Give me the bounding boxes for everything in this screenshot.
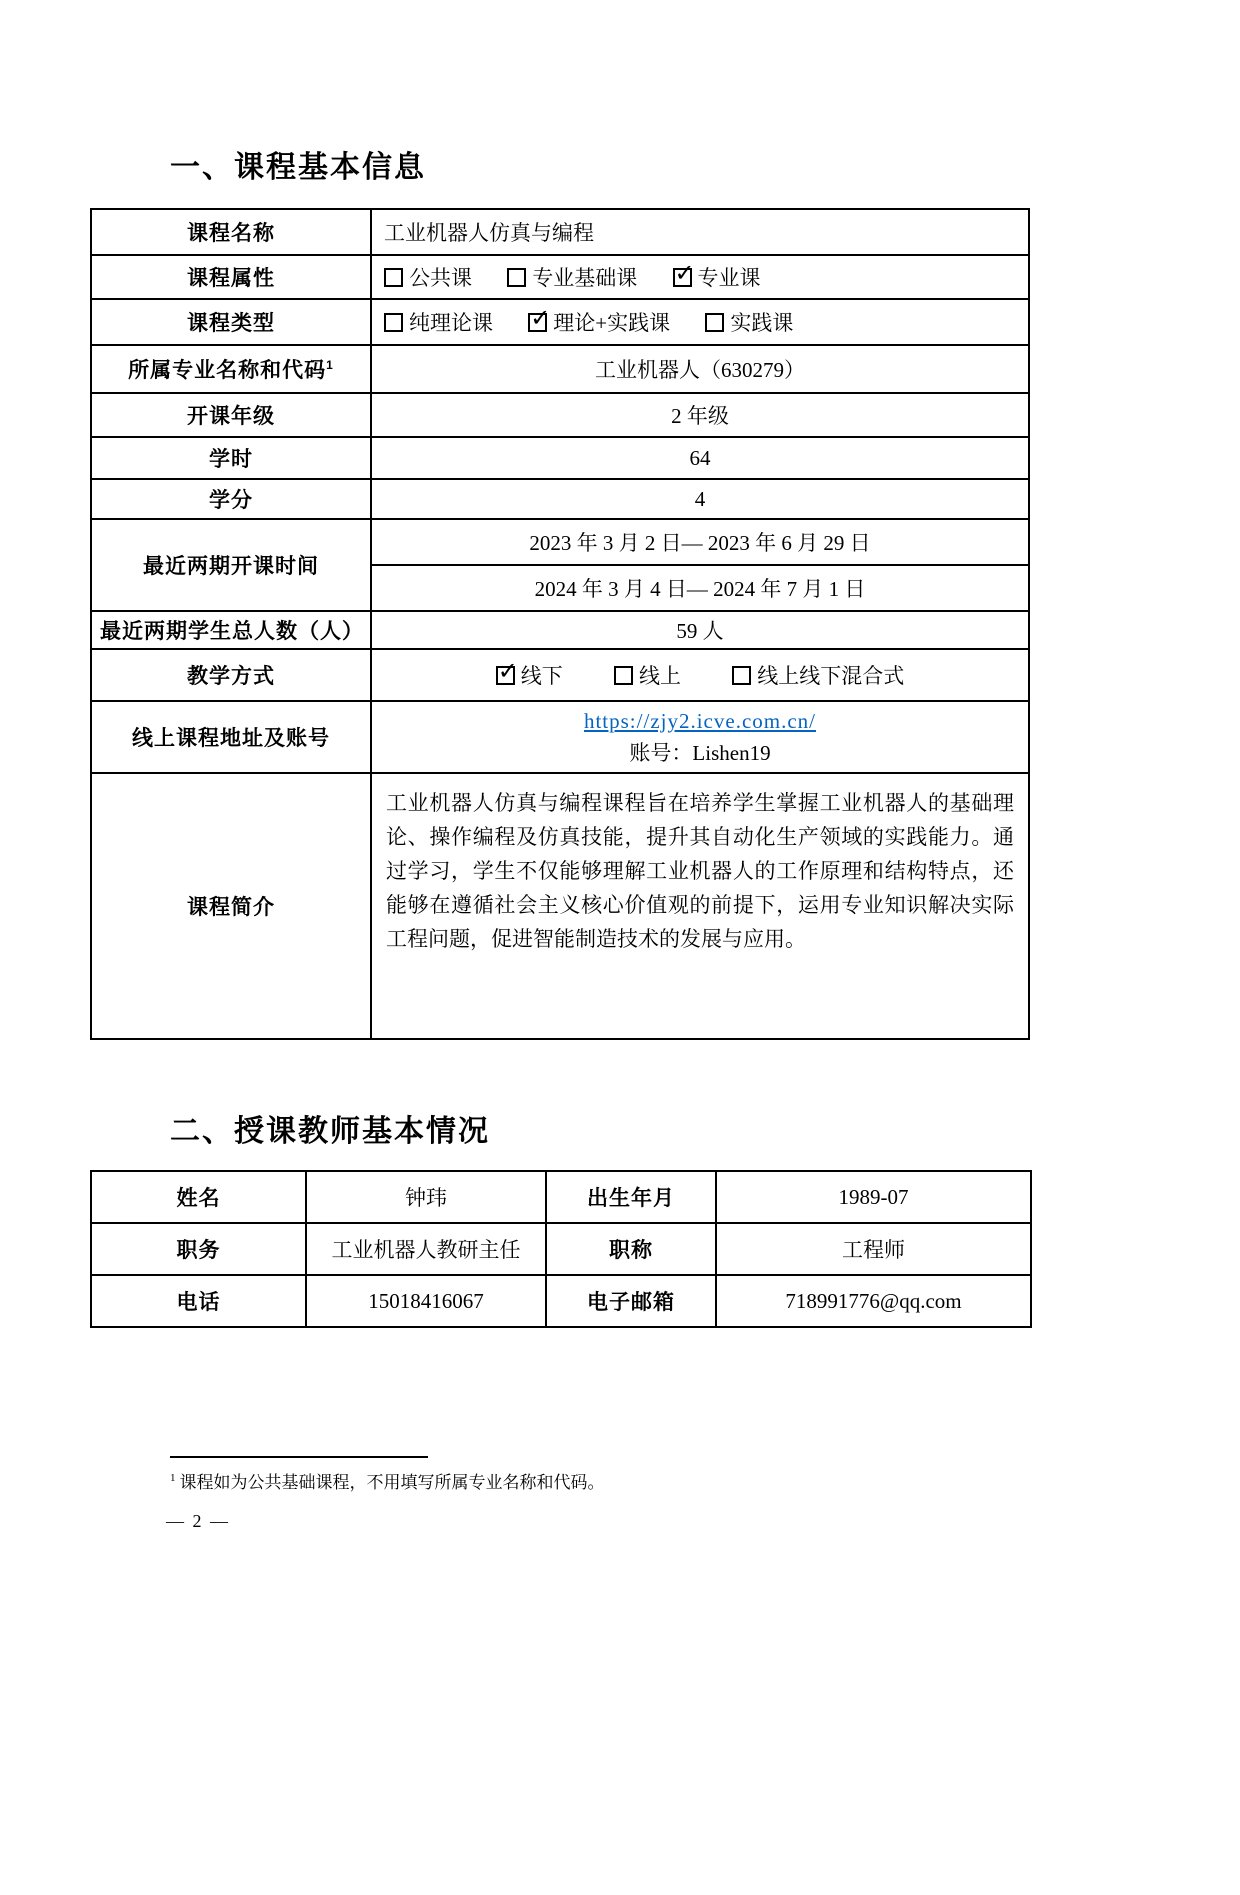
recent-term-2: 2024 年 3 月 4 日— 2024 年 7 月 1 日 [371,565,1029,611]
checkbox-unchecked-icon [705,313,724,332]
teacher-email-value: 718991776@qq.com [716,1275,1031,1327]
table-row [91,393,1029,437]
table-row [91,701,1029,773]
teacher-position-value: 工业机器人教研主任 [306,1223,546,1275]
option-label: 公共课 [409,266,472,290]
option-label: 专业基础课 [532,266,638,290]
footnote-area [90,1456,1030,1532]
option-theory-practice [528,311,670,335]
option-label: 理论+实践课 [553,311,671,335]
teacher-phone-value: 15018416067 [306,1275,546,1327]
recent-terms-label: 最近两期开课时间 [91,519,371,611]
option-label: 实践课 [730,311,794,335]
grade-value: 2 年级 [371,393,1029,437]
option-major-course [673,266,761,290]
teacher-title-value: 工程师 [716,1223,1031,1275]
course-intro-text: 工业机器人仿真与编程课程旨在培养学生掌握工业机器人的基础理论、操作编程及仿真技能，提升其自动化生产领域的实践能力。通过学习，学生不仅能够理解工业机器人的工作原理和结构特点，还能够在遵循社会主义核心价值观的前提下，运用专业知识解决实际工程问题，促进智能制造技术的发展与应用。 [371,773,1029,1039]
footnote-marker: 1 [170,1472,176,1485]
teacher-email-label: 电子邮箱 [546,1275,716,1327]
recent-term-1: 2023 年 3 月 2 日— 2023 年 6 月 29 日 [371,519,1029,565]
online-course-value [371,701,1029,773]
teacher-name-value: 钟玮 [306,1171,546,1223]
table-row [91,1275,1031,1327]
option-online [614,664,681,688]
document-page [90,142,1030,1532]
online-course-account: 账号：Lishen19 [629,741,771,765]
option-label: 专业课 [697,266,761,290]
table-row [91,519,1029,565]
course-info-table [90,208,1030,1040]
course-name-value: 工业机器人仿真与编程 [371,209,1029,255]
option-blended [732,664,904,688]
checkbox-checked-icon [673,268,692,287]
teacher-title-label: 职称 [546,1223,716,1275]
course-intro-label: 课程简介 [91,773,371,1039]
teacher-name-label: 姓名 [91,1171,306,1223]
online-course-link[interactable]: https://zjy2.icve.com.cn/ [583,709,817,733]
section1-title: 一、课程基本信息 [170,151,426,184]
checkbox-unchecked-icon [384,313,403,332]
course-name-label: 课程名称 [91,209,371,255]
option-public-course [384,266,472,290]
option-practice [705,311,793,335]
table-row [91,345,1029,393]
checkbox-checked-icon [496,666,515,685]
table-row [91,1223,1031,1275]
teaching-mode-label: 教学方式 [91,649,371,701]
table-row [91,773,1029,1039]
credits-label: 学分 [91,479,371,519]
teacher-info-table [90,1170,1032,1328]
page-number: — 2 — [166,1511,230,1531]
table-row [91,299,1029,345]
section2-title: 二、授课教师基本情况 [170,1115,490,1148]
course-attribute-options [371,255,1029,299]
option-label: 线上 [639,664,681,688]
credits-value: 4 [371,479,1029,519]
table-row [91,611,1029,649]
course-type-options [371,299,1029,345]
table-row [91,479,1029,519]
footnote [170,1468,1030,1493]
grade-label: 开课年级 [91,393,371,437]
checkbox-unchecked-icon [732,666,751,685]
footnote-text: 课程如为公共基础课程，不用填写所属专业名称和代码。 [179,1473,605,1492]
table-row [91,255,1029,299]
option-label: 线下 [520,664,563,688]
online-course-label: 线上课程地址及账号 [91,701,371,773]
teaching-mode-options [371,649,1029,701]
course-type-label: 课程类型 [91,299,371,345]
table-row [91,209,1029,255]
table-row [91,437,1029,479]
checkbox-checked-icon [528,313,547,332]
option-major-basic-course [507,266,637,290]
option-label: 线上线下混合式 [757,664,905,688]
major-name-code-label [91,345,371,393]
checkbox-unchecked-icon [614,666,633,685]
option-pure-theory [384,311,493,335]
online-course-url-line [380,705,1020,737]
hours-value: 64 [371,437,1029,479]
major-name-code-value: 工业机器人（630279） [371,345,1029,393]
total-students-label: 最近两期学生总人数（人） [91,611,371,649]
checkbox-unchecked-icon [384,268,403,287]
table-row [91,649,1029,701]
teacher-phone-label: 电话 [91,1275,306,1327]
option-offline [496,664,563,688]
option-label: 纯理论课 [409,311,493,335]
footnote-separator-line [170,1456,428,1458]
teacher-position-label: 职务 [91,1223,306,1275]
hours-label: 学时 [91,437,371,479]
footnote-ref: 1 [326,358,334,372]
course-attribute-label: 课程属性 [91,255,371,299]
table-row [91,1171,1031,1223]
teacher-birth-value: 1989-07 [716,1171,1031,1223]
teacher-birth-label: 出生年月 [546,1171,716,1223]
checkbox-unchecked-icon [507,268,526,287]
label-text: 所属专业名称和代码 [128,359,327,382]
total-students-value: 59 人 [371,611,1029,649]
